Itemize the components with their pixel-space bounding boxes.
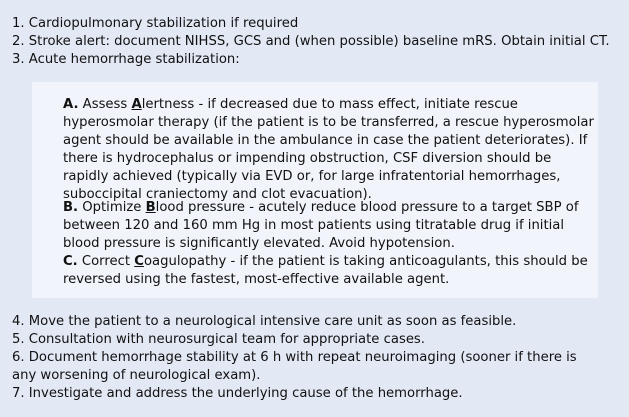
substep-b-key-letter: B bbox=[145, 200, 156, 215]
substep-c-key-letter: C bbox=[134, 254, 144, 269]
substep-a-text-3: agent should be available in the ambulance in case the patient deteriorates). If bbox=[63, 133, 588, 148]
substep-a-text-2: hyperosmolar therapy (if the patient is to be transferred, a rescue hyperosmolar bbox=[63, 115, 594, 130]
substep-c-text-2: reversed using the fastest, most-effective available agent. bbox=[63, 272, 450, 287]
substep-b-text-1: - acutely reduce blood pressure to a target SBP of bbox=[245, 200, 579, 215]
step-6: 6. Document hemorrhage stability at 6 h with repeat neuroimaging (sooner if there is bbox=[12, 350, 577, 365]
substep-b-text-3: blood pressure is significantly elevated. Avoid hypotension. bbox=[63, 236, 455, 251]
substep-b-blood-pressure bbox=[63, 199, 593, 253]
substep-a-text-6: suboccipital craniectomy and clot evacuation). bbox=[63, 187, 372, 202]
substep-b-text-2: between 120 and 160 mm Hg in most patients using titratable drug if initial bbox=[63, 218, 565, 233]
step-3: 3. Acute hemorrhage stabilization: bbox=[12, 52, 240, 67]
substep-a-text-5: rapidly achieved (typically via EVD or, for large infratentorial hemorrhages, bbox=[63, 169, 561, 184]
substep-a-line-1 bbox=[63, 96, 593, 114]
substep-c-key-rest: oagulopathy bbox=[143, 254, 227, 269]
step-1: 1. Cardiopulmonary stabilization if required bbox=[12, 16, 299, 31]
substep-c-verb: Correct bbox=[81, 254, 131, 269]
substep-c-text-1: - if the patient is taking anticoagulants, this should be bbox=[226, 254, 588, 269]
substep-b-verb: Optimize bbox=[82, 200, 142, 215]
step-4: 4. Move the patient to a neurological intensive care unit as soon as feasible. bbox=[12, 314, 517, 329]
step-5: 5. Consultation with neurosurgical team for appropriate cases. bbox=[12, 332, 425, 347]
substep-c-letter: C. bbox=[63, 254, 78, 269]
substep-a-alertness bbox=[63, 96, 593, 204]
step-7: 7. Investigate and address the underlying cause of the hemorrhage. bbox=[12, 386, 463, 401]
substep-a-key-rest: lertness bbox=[141, 97, 195, 112]
substep-a-key-letter: A bbox=[131, 97, 142, 112]
hemorrhage-stabilization-box bbox=[32, 82, 598, 298]
substep-b-letter: B. bbox=[63, 200, 79, 215]
substep-b-line-1 bbox=[63, 199, 593, 217]
substep-a-text-4: there is hydrocephalus or impending obstruction, CSF diversion should be bbox=[63, 151, 552, 166]
substep-a-text-1: - if decreased due to mass effect, initiate rescue bbox=[194, 97, 518, 112]
substep-b-key-rest: lood pressure bbox=[155, 200, 245, 215]
step-2: 2. Stroke alert: document NIHSS, GCS and (when possible) baseline mRS. Obtain initial CT. bbox=[12, 34, 610, 49]
step-6-continued: any worsening of neurological exam). bbox=[12, 368, 261, 383]
substep-c-coagulopathy bbox=[63, 253, 593, 289]
substep-c-line-1 bbox=[63, 253, 593, 271]
substep-a-letter: A. bbox=[63, 97, 79, 112]
substep-a-verb: Assess bbox=[82, 97, 128, 112]
top-steps-list bbox=[12, 15, 624, 69]
bottom-steps-list bbox=[12, 313, 624, 403]
